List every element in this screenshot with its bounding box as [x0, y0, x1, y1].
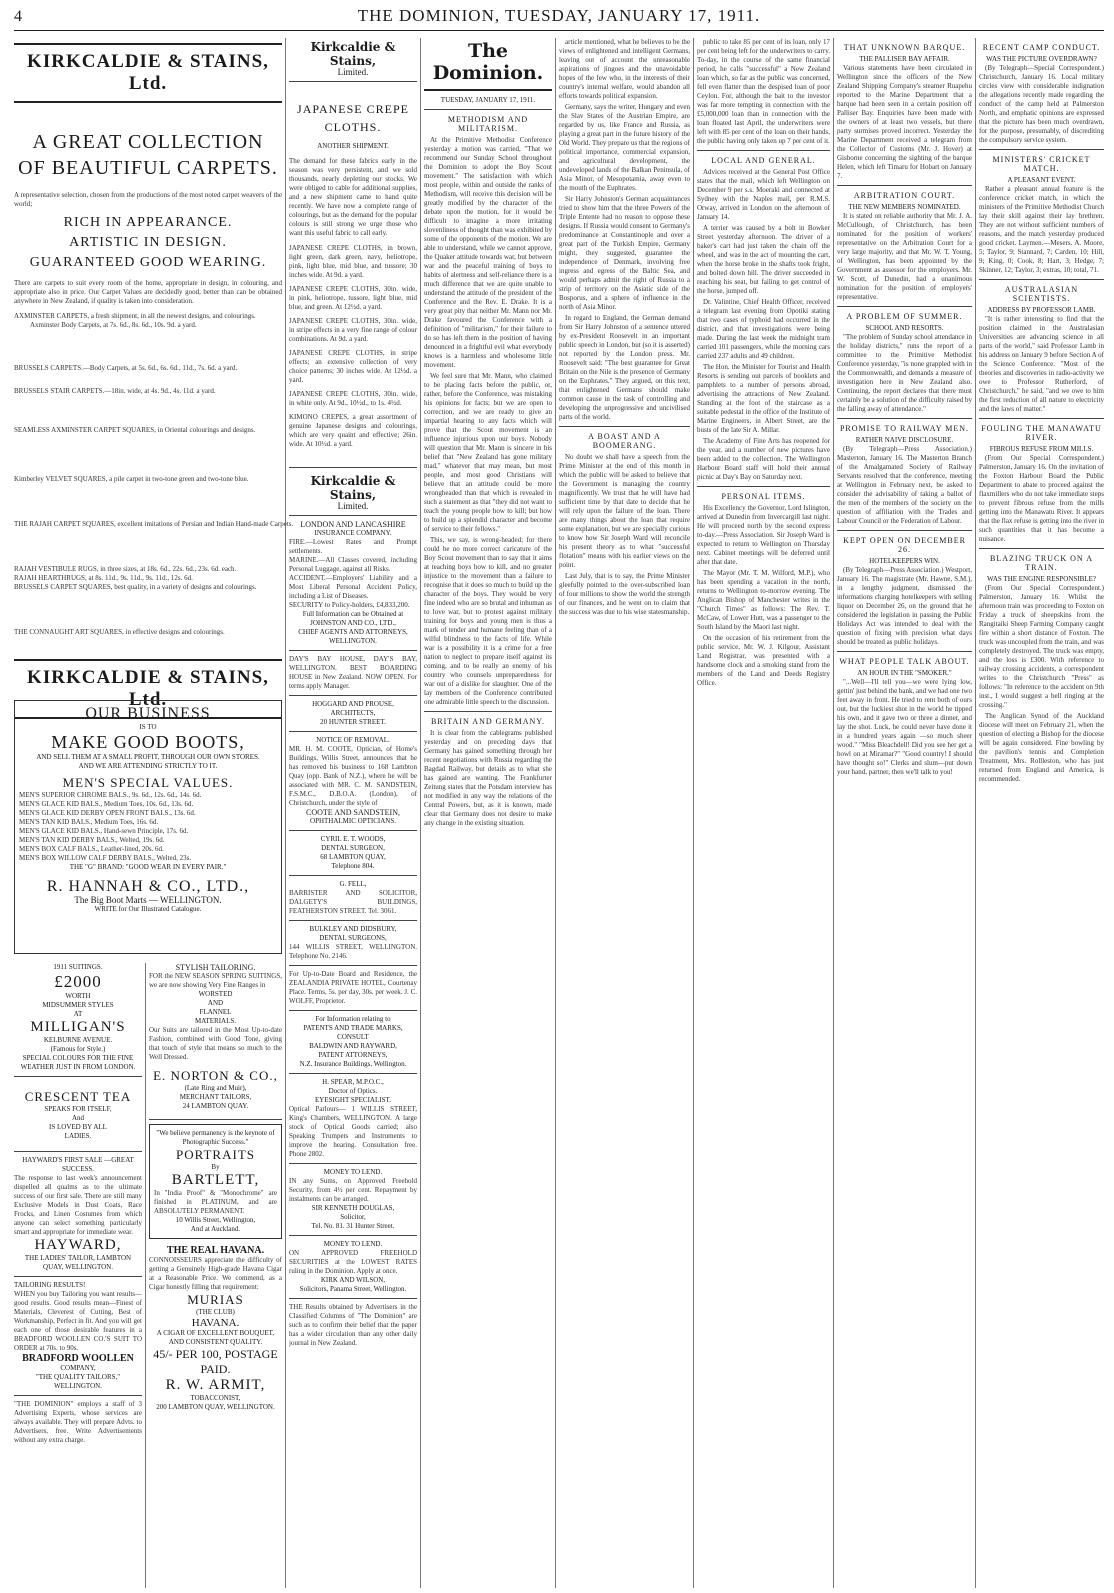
news-column-e — [979, 38, 1104, 1588]
article-para: Sir Harry Johnston's German acquaintances tried to show him that the three Powers of the Triple Entente had no reason to oppose these designs. If Russia would consent to Germany's predominance at Constantinople and over a great part of the Turkish Empire, Germany might, they suggested, guarantee the independence of Denmark, involving free ingress and egress of the Baltic Sea, and would perhaps admit the right of Russia to a strip of territory on the Asiatic side of the Bosporus, and a sphere of influence in the north of Asia Minor. — [559, 195, 690, 311]
section-subheading: A PLEASANT EVENT. — [1007, 176, 1076, 184]
bradford-co: COMPANY, — [60, 1364, 96, 1372]
bartlett-body: In "India Proof" & "Monochrome" are finished in PLATINUM, and are ABSOLUTELY PERMANENT. — [154, 1189, 277, 1215]
section-heading: WHAT PEOPLE TALK ABOUT. — [839, 657, 970, 666]
ks-tagline-1: RICH IN APPEARANCE. — [63, 215, 233, 230]
boast-heading: A BOAST AND A BOOMERANG. — [588, 432, 661, 450]
hayward-sale: HAYWARD'S FIRST SALE —GREAT SUCCESS. — [22, 1156, 134, 1173]
editorial-column — [424, 38, 552, 1588]
insurance-name: LONDON AND LANCASHIRE — [300, 520, 406, 529]
hannah-line: MEN'S SUPERIOR CHROME BALS., 9s. 6d., 12s. 6d., 14s. 6d. — [19, 791, 202, 799]
hayward-body: The response to last week's announcement dispelled all qualms as to the ultimate success of our first sale. There are still many Exclusive Models in Dust Coats, Race Frocks, and Linen Costumes from which anyone can select something particularly smart and appropriate for immediate wear. — [14, 1174, 142, 1236]
norton-late: (Late Ring and Muir), — [184, 1084, 247, 1092]
news-column-b — [559, 38, 690, 1588]
money-addr: Tel. No. 81. 31 Hunter Street. — [311, 1222, 395, 1230]
bulkley-addr: 144 WILLIS STREET, WELLINGTON. Telephone No. 2146. — [289, 943, 417, 960]
article-para: (By Telegraph—Special Correspondent.) Christchurch, January 16. Local military circles view with considerable indignation the allegations recently made regarding the conduct of the camp held at Palmerston North, and emphatic opinions are expressed that the picture has been much overdrawn, for the purpose, presumably, of discrediting the compulsory service system. — [979, 64, 1104, 144]
article-para: Various statements have been circulated in Wellington since the officers of the New Zealand Shipping Company's steamer Ruapehu reported to the Marine Department that a barque had been seen in a certain position off Palliser Bay. Enquiries have been made with the owners of at least two vessels, but there party surmises proved incorrect. Yesterday the Marine Department received a telegram from the Collector of Customs (Mr. J. Hover) at Gisborne concerning the sighting of the barque Helen, which left Timaru for Hobart on January 7. — [837, 64, 972, 180]
section-subheading: THE PALLISER BAY AFFAIR. — [859, 55, 950, 63]
havana-desc: A CIGAR OF EXCELLENT BOUQUET, AND CONSISTENT QUALITY. — [156, 1329, 275, 1346]
left-subcolumn — [14, 963, 142, 1588]
local-general-heading: LOCAL AND GENERAL. — [711, 156, 816, 165]
ks-item: BRUSSELS CARPETS.—Body Carpets, at 5s. 6d., 6s. 6d., 11d., 7s. 6d. a yard. — [14, 364, 238, 372]
spear-body: Optical Parlours— 1 WILLIS STREET, King's Chambers, WELLINGTON. A large stock of Optical Goods carried; also Speaking Trumpets and Instruments to improve the hearing. Consultation free. Phone 2802. — [289, 1105, 417, 1158]
bartlett-name: BARTLETT, — [171, 1172, 260, 1188]
norton-m: MATERIALS. — [194, 1017, 237, 1025]
section-subheading: FIBROUS REFUSE FROM MILLS. — [989, 445, 1094, 453]
bradford-name: BRADFORD WOOLLEN — [22, 1353, 134, 1364]
column-rule — [975, 38, 976, 1588]
ks2-head: JAPANESE CREPE CLOTHS. — [297, 102, 409, 134]
havana-head: THE REAL HAVANA. — [166, 1245, 265, 1256]
column-rule — [285, 38, 286, 1588]
ks2-item: JAPANESE CREPE CLOTHS, in brown, light green, dark green, navy, heliotrope, pink, light blue, mid blue, and tussore; 30 inches wide. At 9d. a yard. — [289, 244, 417, 279]
section-heading: PROMISE TO RAILWAY MEN. — [839, 424, 970, 433]
ks-item: THE CONNAUGHT ART SQUARES, in effective designs and colourings. — [14, 628, 225, 636]
bartlett-p: PORTRAITS — [175, 1147, 255, 1162]
article-para: (From Our Special Correspondent.) Palmerston, January 16. On the invitation of the Foxton Harbour Board the Public Department to abate to proceed against the flaxmillers who do not take immediate steps to prevent fibrous refuse from the mills getting into the Manawatu River. It appears that the flax refuse is getting into the river in such quantities that it has become a nuisance. — [979, 454, 1104, 543]
column-rule — [555, 38, 556, 1588]
ks-header: KIRKCALDIE & STAINS, Ltd. — [27, 51, 269, 94]
norton-w: WORSTED — [198, 990, 233, 998]
ks-item: SEAMLESS AXMINSTER CARPET SQUARES, in Oriental colourings and designs. — [14, 426, 256, 434]
hoggard-addr: 20 HUNTER STREET. — [320, 718, 386, 726]
hannah-line: MEN'S TAN KID DERBY BALS., Welted, 19s. 6d. — [19, 836, 165, 844]
editorial-heading-1: METHODISM AND MILITARISM. — [447, 115, 529, 133]
ks-item: BRUSSELS CARPET SQUARES, best quality, in a variety of designs and colourings. — [14, 583, 257, 591]
money-head: MONEY TO LEND. — [323, 1168, 383, 1176]
milligan-styles: MIDSUMMER STYLES — [42, 1001, 114, 1009]
section-subheading: RATHER NAIVE DISCLOSURE. — [855, 436, 954, 444]
havana-addr: 200 LAMBTON QUAY, WELLINGTON. — [156, 1403, 275, 1411]
havana-firm: R. W. ARMIT, — [165, 1377, 266, 1393]
masthead — [14, 6, 1104, 31]
hannah-l1: OUR BUSINESS — [85, 705, 211, 722]
hannah-line: MEN'S GLACE KID BALS., Hand-sewn Principle, 17s. 6d. — [19, 827, 189, 835]
havana-tob: TOBACCONIST, — [190, 1394, 241, 1402]
ks-headline-1: A GREAT COLLECTION — [32, 131, 264, 153]
spear-name: H. SPEAR, M.P.O.C., — [322, 1078, 384, 1086]
ks-footer-name: KIRKCALDIE & STAINS, Ltd. — [27, 667, 269, 710]
milligan-price: £2000 — [54, 972, 102, 991]
milligan-worth: WORTH — [65, 992, 91, 1000]
ks2-name: Kirkcaldie & Stains, — [310, 40, 396, 68]
norton-name: E. NORTON & CO., — [153, 1068, 278, 1083]
ks-item: THE RAJAH CARPET SQUARES, excellent imitations of Persian and Indian Hand-made Carpets. — [14, 520, 294, 528]
woods-tel: Telephone 804. — [331, 862, 375, 870]
ks-item: RAJAH VESTIBULE RUGS, in three sizes, at 18s. 6d., 22s. 6d., 23s. 6d. each. — [14, 565, 237, 573]
havana-hav: HAVANA. — [191, 1317, 240, 1329]
column-rule — [693, 38, 694, 1588]
hannah-l4: AND SELL THEM AT A SMALL PROFIT, THROUGH OUR OWN STORES. — [36, 753, 260, 761]
insurance-line: SECURITY to Policy-holders, £4,833,200. — [289, 601, 410, 609]
column-rule — [833, 38, 834, 1588]
patents-sub: PATENT ATTORNEYS, — [318, 1051, 388, 1059]
money-sub: Solicitor, — [340, 1213, 366, 1221]
insurance-line: ACCIDENT.—Employers' Liability and a Most Liberal Personal Accident Policy, including a List of Diseases. — [289, 574, 417, 600]
bartlett-ad — [149, 1124, 282, 1239]
norton-addr: 24 LAMBTON QUAY. — [182, 1102, 249, 1110]
dominion-staff-note: "THE DOMINION" employs a staff of 3 Advertising Experts, whose services are always available. They will prepare Advts. to Advertisers, free. Write Advertisements without any extra charge. — [14, 1400, 142, 1444]
ks-body: There are carpets to suit every room of the home, appropriate in design, in colouring, and appropriate also in price. Our Carpet Values are decidedly good, better than can be obtained anywhere in New Zealand, if quality is taken into consideration. — [14, 279, 282, 305]
hannah-line: MEN'S BOX WILLOW CALF DERBY BALS., Welted, 23s. — [19, 854, 192, 862]
section-subheading: WAS THE ENGINE RESPONSIBLE? — [987, 575, 1096, 583]
ks-intro: A representative selection, chosen from the productions of the most noted carpet weavers of the world; — [14, 191, 282, 208]
ks-item: AXMINSTER CARPETS, a fresh shipment, in all the newest designs, and colourings. — [14, 312, 256, 320]
bulkley-name: BULKLEY AND DIDSBURY, — [309, 925, 397, 933]
havana-price: 45/- PER 100, POSTAGE PAID. — [153, 1347, 278, 1376]
ks-item: BRUSSELS STAIR CARPETS.—18in. wide, at 4s. 9d., 4s. 11d. a yard. — [14, 387, 216, 395]
milligan-at: AT — [73, 1010, 83, 1018]
section-heading: RECENT CAMP CONDUCT. — [982, 43, 1101, 52]
ks-footer — [14, 654, 282, 710]
milligan-addr: KELBURNE AVENUE. — [43, 1036, 113, 1044]
ks-headline-2: OF BEAUTIFUL CARPETS. — [18, 157, 278, 179]
personal-items-heading: PERSONAL ITEMS. — [721, 492, 806, 501]
spear-sub: Doctor of Optics. — [328, 1087, 378, 1095]
ks2-item: JAPANESE CREPE CLOTHS, in stripe effects; an extensive collection of very choice patterns; 30 inches wide. At 12½d. a yard. — [289, 349, 417, 384]
editorial-date: TUESDAY, JANUARY 17, 1911. — [440, 96, 536, 104]
article-para: A terrier was caused by a bolt in Bowker Street yesterday afternoon. The driver of a baker's cart had just taken the chain off the wheel, and was in the act of mounting the cart, when the horse broke in the shafts took fright, and bolted down hill. The driver succeeded in reaching his seat, but failing to get control of the horse, jumped off. — [697, 224, 830, 295]
section-subheading: WAS THE PICTURE OVERDRAWN? — [986, 55, 1097, 63]
hannah-line: MEN'S GLACE KID DERBY OPEN FRONT BALS., 13s. 6d. — [19, 809, 196, 817]
bartlett-by: By — [211, 1163, 220, 1171]
ks-item: RAJAH HEARTHRUGS, at 8s. 11d., 9s. 11d., 9s. 11d., 12s. 6d. — [14, 574, 193, 582]
article-para: On the occasion of his retirement from the public service, Mr. W. J. Kilgour, Assistant Land Registrar, was presented with a handsome clock and a smoking stand from the members of the Land and Deeds Registry Office. — [697, 634, 830, 687]
hayward-name: HAYWARD, — [34, 1237, 122, 1253]
money-name: SIR KENNETH DOUGLAS, — [311, 1204, 395, 1212]
norton-a: AND — [207, 999, 224, 1007]
woods-name: CYRIL E. T. WOODS, — [320, 835, 386, 843]
woods-sub: DENTAL SURGEON, — [321, 844, 385, 852]
editorial-para: It is clear from the cablegrams published yesterday and on preceding days that Germany has gained something through her recent negotiations with Russia regarding the Bagdad Railway, but details as to what she has gained are wanting. The Frankfurter Zeitung states that the Potsdam interview has not modified in any way the relations of the Central Powers, but, as it is known, made clear that Germany does not desire to make any change in the existing situation. — [424, 729, 552, 827]
woods-addr: 68 LAMBTON QUAY, — [320, 853, 386, 861]
hayward-sub: THE LADIES' TAILOR, LAMBTON QUAY, WELLINGTON. — [24, 1254, 132, 1271]
ks-item-list — [14, 312, 294, 637]
ks2-ltd: Limited. — [337, 67, 369, 77]
removal-head: NOTICE OF REMOVAL. — [316, 736, 390, 744]
section-heading: AUSTRALASIAN SCIENTISTS. — [1004, 285, 1079, 303]
bradford-body: WHEN you buy Tailoring you want results—good results. Good results mean—Finest of Materials, Cleverest of Cutting, Best of Workmanship, Perfect in fit. And you will get each one of those desirable features in a BRADFORD WOOLLEN CO.'S SUIT TO ORDER at 70s. to 90s. — [14, 1290, 142, 1352]
ks2-item: JAPANESE CREPE CLOTHS, 30in. wide, in pink, heliotrope, tussore, light blue, mid blue, and green. At 12½d. a yard. — [289, 285, 417, 311]
ks2-name2: Kirkcaldie & Stains, — [310, 474, 396, 502]
ks-tagline-3: GUARANTEED GOOD WEARING. — [29, 255, 267, 270]
insurance-sub: INSURANCE COMPANY. — [314, 529, 392, 537]
article-para: (From Our Special Correspondent.) Palmerston, January 16. Whilst the afternoon train was proceeding to Foxton on Friday a truck of sheepskins from the Rangitaiki Sheep Farming Company caught fire within a short distance of Foxton. The truck was uncoupled from the train, and was completely destroyed. The truck was empty, and the loss is £300. With reference to railway crossing accidents, a correspondent writes to the Christchurch "Press" as follows: "In reference to the accident on 9th inst., I would suggest a bell ringing at the crossing." — [979, 584, 1104, 709]
patents-head: For Information relating to — [315, 1015, 391, 1023]
bartlett-studio: 10 Willis Street, Wellington, — [175, 1216, 256, 1224]
insurance-agents: JOHNSTON AND CO., LTD., — [310, 619, 396, 627]
patents-firm: BALDWIN AND RAYWARD, — [309, 1042, 397, 1050]
insurance-info: Full Information can be Obtained at — [302, 610, 404, 618]
article-para: Germany, says the writer, Hungary and even the Slav States of the Austrian Empire, are regarded by us, like France and Russia, as playing a great part in the future history of the Old World. They prepare us that the regions of political importance, commercial expansion, and agricultural development, the undeveloped lands of the Balkan Peninsula, of Asia Minor, of Mesopotamia, away even to the mouth of the Euphrates. — [559, 103, 690, 192]
havana-body: CONNOISSEURS appreciate the difficulty of getting a Genuinely High-grade Havana Cigar at a Reasonable Price. We commend, as a Cigar honestly filling that requirement: — [149, 1256, 282, 1291]
milligan-fame: (Famous for Style.) — [50, 1045, 106, 1053]
article-para: Dr. Valintine, Chief Health Officer, received a telegram last evening from Opotiki stating that two cases of typhoid had occurred in the district, and that investigations were being made. During the last week the midnight tram carried 101 passengers, while the morning cars carried 237 adults and 49 children. — [697, 298, 830, 360]
tea-c: IS LOVED BY ALL — [49, 1123, 107, 1131]
page-number: 4 — [14, 8, 22, 25]
section-heading: MINISTERS' CRICKET MATCH. — [992, 155, 1091, 173]
hannah-line: MEN'S TAN KID BALS., Medium Toes, 16s. 6d. — [19, 818, 159, 826]
masthead-title: THE DOMINION, TUESDAY, JANUARY 17, 1911. — [357, 6, 761, 25]
norton-body: FOR the NEW SEASON SPRING SUITINGS, we are now showing Very Fine Ranges in — [149, 972, 282, 989]
removal-firm: COOTE AND SANDSTEIN, — [306, 808, 400, 817]
article-para: article mentioned, what he believes to be the views of enlightened and intelligent Germans, leaving out of account the unreasonable aspirations of jingoes and the unavoidable hopes of the few who, in the interests of their country's internal welfare, would abandon all efforts towards political expansion. — [559, 38, 690, 100]
news-column-c — [697, 38, 830, 1588]
article-para: The Academy of Fine Arts has reopened for the year, and a number of new pictures have been added to the collection. The Wellington Harbour Board staff will hold their annual picnic at Day's Bay on Saturday next. — [697, 437, 830, 481]
hannah-place: The Big Boot Marts — WELLINGTON. — [74, 895, 222, 905]
section-heading: FOULING THE MANAWATU RIVER. — [981, 424, 1102, 442]
editorial-para: This, we say, is wrong-headed; for there could be no more correct caricature of the Boy Scout movement than to say that it aims at teaching boys how to kill, and no greater injustice to the movement than a failure to recognise that it does so much to build up the character of the boys. They would be very fine indeed who are so brutal and inhuman as to love war, but to protest against military training for boys and young men is thus a mark of tender and humane feeling than of a wilful blindness to the facts of life. While war is a possibility it is a crime for a free nation to neglect to prepare itself against its coming, and to be really an enemy of his country who counsels unpreparedness for war out of a dislike for slaughter. One of the lay members of the Conference contributed one admirable little speech to the discussion. — [424, 536, 552, 706]
norton-head: STYLISH TAILORING. — [175, 963, 256, 972]
article-para: The Mayor (Mr. T. M. Wilford, M.P.), who has been spending a vacation in the north, returns to Wellington to-morrow evening. The Anglican Bishop of Manchester writes in the "Church Times" as follows: The Rev. T. McCaw, of Lower Hutt, was a passenger to the South Island by the Maori last night. — [697, 569, 830, 631]
section-subheading: SCHOOL AND RESORTS. — [865, 324, 944, 332]
ks-item: Kimberley VELVET SQUARES, a pile carpet in two-tone green and two-tone blue. — [14, 475, 249, 483]
bradford-slogan: "THE QUALITY TAILORS," — [35, 1373, 121, 1381]
milligan-year: 1911 SUITINGS. — [53, 963, 103, 971]
section-subheading: THE NEW MEMBERS NOMINATED. — [848, 203, 961, 211]
insurance-line: FIRE.—Lowest Rates and Prompt settlements. — [289, 538, 417, 555]
news-column-d — [837, 38, 972, 1588]
tea-a: SPEAKS FOR ITSELF, — [44, 1105, 112, 1113]
hannah-firm: R. HANNAH & CO., LTD., — [46, 878, 250, 895]
column-rule — [145, 963, 146, 1588]
patents-addr: N.Z. Insurance Buildings, Wellington. — [299, 1060, 407, 1068]
section-heading: THAT UNKNOWN BARQUE. — [843, 43, 966, 52]
money2-body: ON APPROVED FREEHOLD SECURITIES at the LOWEST RATES ruling in the Dominion. Apply at once. — [289, 1249, 417, 1275]
article-para: Rather a pleasant annual feature is the conference cricket match, in which the ministers of the Primitive Methodist Church lay their skill against their lay brethren. They are not without sufficient numbers of reasons, and the match yesterday produced good cricket. Laymen.—Mesers. A. Moore, 5; Taylor, 9; Stannard, 7; Carden, 10; Hill, 9; King, 0; Cook, 8; Hart, 3; Hedge, 7; Skinner, 12; Taylor, 3; extras, 10; total, 71. — [979, 185, 1104, 274]
ks-item: Axminster Body Carpets, at 7s. 6d., 8s. 6d., 10s. 9d. a yard. — [30, 321, 197, 329]
section-heading: BLAZING TRUCK ON A TRAIN. — [990, 554, 1093, 572]
fell-body: BARRISTER AND SOLICITOR, DALGETY'S BUILDINGS, FEATHERSTON STREET. Tel. 3061. — [289, 889, 417, 915]
article-para: Last July, that is to say, the Prime Minister gleefully pointed to the over-subscribed loan of four millions to show the world the strength of our finances, and he went on to claim that the success was due to his wise statesmanship. — [559, 572, 690, 616]
hoggard-sub: ARCHITECTS, — [330, 709, 376, 717]
editorial-para: We feel sure that Mr. Mann, who claimed to be placing facts before the public, or, rather, before the Conference, was mistaking his opinions for facts; but we are open to correction, and we are ready to give an impartial hearing to any facts which will prove that the Scout movement is an influence injurious upon our boys. Nobody will question that Mr. Mann is sincere in his belief that "New Zealand has gone military mad," whatever that may mean, but most people, and most good Christians will believe that an attitude could be more wrongheaded than that which is revealed in such a statement as that "they did not want to teach the young people how to kill; but how to build up a splendid character and become of service to their fellows." — [424, 372, 552, 533]
ks2-body: The demand for these fabrics early in the season was very persistent, and we sold thousands, nearly depleting our stocks. We were obliged to cable for additional supplies, and a new shipment came to hand quite recently. We have now a complete range of colourings, but as the demand for the popular colours is still strong we urge those who want this useful fabric to call early. — [289, 157, 417, 237]
bartlett-q: "We believe permanency is the keynote of Photographic Success." — [156, 1129, 275, 1146]
tea-d: LADIES. — [64, 1132, 92, 1140]
section-heading: KEPT OPEN ON DECEMBER 26. — [843, 536, 966, 554]
article-para: (By Telegraph—Press Association.) Masterton, January 16. The Masterton Branch of the Amalgamated Society of Railway Servants resolved that the conference, meeting at Wellington in February next, be asked to consider the advisability of taking a ballot of the men of the members of the society on the question of affiliation with the Trades and Labour Council or the Federation of Labour. — [837, 445, 972, 525]
removal-body: MR. H. M. COOTE, Optician, of Home's Buildings, Willis Street, announces that he has removed his business to 168 Lambton Quay (opp. Bank of N.Z.), where he will be associated with MR. C. M. SANDSTEIN, F.S.M.C., D.B.O.A. (London), of Christchurch, under the style of — [289, 745, 417, 807]
results-note: THE Results obtained by Advertisers in the Classified Columns of "The Dominion" are such as to confirm their belief that the paper has a wider circulation than any other daily journal in New Zealand. — [289, 1303, 417, 1347]
bradford-tail: TAILORING RESULTS! — [14, 1281, 86, 1289]
article-para: "...Well—I'll tell you—we were lying low, gettin' just behind the bank, and we had one two feet away in front. He tried to rent both of ours out, but the luckiest shot in the world he tipped his own, and it gave two or three a dinner, and lay the shot. Luck, he could never have done it in a hundred years again —so much sheer wood." "Miss Bleachdell! Did you see her get a bowl on at Miramar?" "Good country! I should have thought so!" Clerks and slum—put down your hand, partner, then we'll talk to you! — [837, 678, 973, 776]
hannah-values: MEN'S SPECIAL VALUES. — [62, 775, 234, 790]
ks2-ltd2: Limited. — [337, 501, 369, 511]
article-para: No doubt we shall have a speech from the Prime Minister at the end of this month in which the public will be asked to believe that the Government is managing the country magnificently. We trust that he will have had sufficient time by that date to decide that he will rely upon the failure of the loan. There are many things about the loan that require some explanation, but we are specially curious to know how Sir Joseph Ward will reconcile his present theory as to what "successful flotation" means with his earlier views on the point. — [559, 453, 690, 569]
bulkley-sub: DENTAL SURGEONS, — [319, 934, 387, 942]
article-para: His Excellency the Governor, Lord Islington, arrived at Dunedin from Invercargill last night. He will proceed north by the second express to-day.—Press Association. Sir Joseph Ward is expected to return to Wellington on Thursday next. Cabinet meetings will be deferred until after that date. — [697, 504, 830, 566]
article-para: The Hon. the Minister for Tourist and Health Resorts is sending out parcels of booklets and pamphlets to a number of persons abroad, advertising the attractions of New Zealand. Standing at the foot of the staircase as a suitable pedestal in the office of the Institute of Marine Engineers, in Albert Street, are the busts of the late Sir A. Millar. — [697, 363, 830, 434]
money-body: IN any Sums, on Approved Freehold Security, from 4½ per cent. Repayment by instalments can be arranged. — [289, 1177, 417, 1203]
norton-mt: MERCHANT TAILORS, — [179, 1093, 252, 1101]
fell-name: G. FELL, — [339, 880, 367, 888]
hoggard-name: HOGGARD AND PROUSE, — [312, 700, 394, 708]
patents-pat: PATENTS AND TRADE MARKS, — [303, 1024, 403, 1032]
norton-f: FLANNEL — [199, 1008, 232, 1016]
hannah-l2: IS TO — [139, 723, 157, 731]
section-subheading: AN HOUR IN THE "SMOKER." — [857, 669, 952, 677]
dominion-logo: The Dominion. — [432, 40, 544, 84]
ks2-item: KIMONO CREPES, a great assortment of genuine Japanese designs and colourings, which are very quaint and effective; 26in. wide. At 10½d. a yard. — [289, 413, 417, 448]
patents-consult: CONSULT — [337, 1033, 369, 1041]
ks2-item: JAPANESE CREPE CLOTHS, 30in. wide, in white only. At 9d., 10½d., to 1s. 4½d. — [289, 390, 417, 407]
money2-sub: Solicitors, Panama Street, Wellington. — [299, 1285, 407, 1293]
editorial-heading-2: BRITAIN AND GERMANY. — [430, 717, 546, 726]
ks-tagline-2: ARTISTIC IN DESIGN. — [69, 235, 227, 250]
ks2-ship: ANOTHER SHIPMENT. — [317, 142, 389, 150]
section-subheading: ADDRESS BY PROFESSOR LAMB. — [987, 306, 1096, 314]
hannah-line: MEN'S GLACE KID BALS., Medium Toes, 10s. 6d., 13s. 6d. — [19, 800, 194, 808]
insurance-chief: CHIEF AGENTS AND ATTORNEYS, WELLINGTON. — [298, 628, 408, 645]
hotel-ad: For Up-to-Date Board and Residence, the ZEALANDIA PRIVATE HOTEL, Courtenay Place. Terms, 5s. per day, 30s. per week. J. C. WOLFF, Proprietor. — [289, 970, 417, 1005]
spear-eye: EYESIGHT SPECIALIST. — [315, 1096, 391, 1104]
havana-club: (THE CLUB) — [196, 1308, 235, 1316]
article-para: "It is rather interesting to find that the position claimed in the Australasian Universities are advancing science in all parts of the world," said Professor Lamb in his address on January 9 before Section A of the Science Conference. "Most of the theories and discoveries in radio-activity we owe to Professor Rutherford, of Christchurch," he said, "and we owe to him the first reduction of all nature to electricity and the laws of matter." — [979, 315, 1104, 413]
hannah-l5: AND WE ARE ATTENDING STRICTLY TO IT. — [78, 762, 218, 770]
article-para: (By Telegraph—Press Association.) Westport, January 16. The magistrate (Mr. Hawne, S.M.), in a lengthy judgment, dismissed the informations charging hotelkeepers with selling liquor on December 26, on the ground that he considered the legislation in passing the Public Holidays Act was intended to deal with the question of fixing with precision what days should be treated as public holidays. — [837, 566, 972, 646]
article-para: In regard to England, the German demand from Sir Harry Johnston of a sentence uttered by ex-President Roosevelt in an important public speech in London, but (so it is asserted) not reported by the London press. Mr. Roosevelt said: "The best guarantee for Great Britain on the Nile is the presence of Germany on the Euphrates." They argued, on this text, that enlightened Germans should make common cause in the task of controlling and developing the unprogressive and uncivilised parts of the world. — [559, 314, 690, 421]
hannah-l3: MAKE GOOD BOOTS, — [51, 732, 245, 752]
right-subcolumn — [149, 963, 282, 1588]
editorial-para: At the Primitive Methodist Conference yesterday a motion was carried, "That we recommend our Sunday School throughout the Dominion to adopt the Boy Scout movement." The satisfaction with which most people, within and outside the ranks of Methodism, will receive this decision will be greatly modified by the character of the debate upon the motion, for it would be difficult to imagine a more irritating slovenliness of thought than was exhibited by some of the opponents of the motion. We are able to understand, while we cannot approve, the Quaker attitude towards war, but between war and the peaceful training of boys to habits of alertness and self-reliance there is a much difference that we are quite unable to understand the attitude of the president of the Conference and the Rev. E. Drake. It is a very great pity that neither Mr. Mann nor Mr. Drake favoured the Conference with a definition of "militarism," for their failure to do so has left them in the position of having denounced in a frightful evil what everybody knows is a harmless and wholesome little movement. — [424, 136, 552, 369]
ks-carpets-ad — [14, 38, 294, 663]
norton-txt: Our Suits are tailored in the Most Up-to-date Fashion, combined with Good Tone, giving that touch of style that means so much to the Well Dressed. — [149, 1026, 282, 1061]
days-bay-ad: DAY'S BAY HOUSE, DAY'S BAY, WELLINGTON. BEST BOARDING HOUSE in New Zealand. NOW OPEN. For terms apply Manager. — [289, 655, 417, 690]
section-subheading: HOTELKEEPERS WIN. — [869, 557, 940, 565]
hannah-cat: WRITE for Our Illustrated Catalogue. — [94, 905, 202, 913]
insurance-line: MARINE.—All Classes covered, including Personal Luggage, against all Risks. — [289, 556, 417, 573]
milligan-name: MILLIGAN'S — [30, 1019, 126, 1035]
tea-b: And — [71, 1114, 85, 1122]
ks2-item: JAPANESE CREPE CLOTHS, 30in. wide, in stripe effects in a very fine range of colour combinations. At 9d. a yard. — [289, 317, 417, 343]
removal-sub: OPHTHALMIC OPTICIANS. — [310, 817, 396, 825]
article-para: Advices received at the General Post Office states that the mail, which left Wellington on December 9 per s.s. Moeraki and connected at Sydney with the Naples mail, per R.M.S. Orway, arrived in London on the afternoon of January 14. — [697, 168, 830, 221]
bradford-city: WELLINGTON. — [54, 1382, 102, 1390]
hannah-line: MEN'S BOX CALF BALS., Leather-lined, 20s. 6d. — [19, 845, 164, 853]
hannah-boots-ad — [14, 700, 282, 958]
bartlett-also: And at Auckland. — [190, 1225, 241, 1233]
section-heading: A PROBLEM OF SUMMER. — [846, 312, 963, 321]
money2-head: MONEY TO LEND. — [323, 1240, 383, 1248]
tea-name: CRESCENT TEA — [24, 1089, 132, 1104]
article-para: "The problem of Sunday school attendance in the holiday districts," runs the report of a committee to the Primitive Methodist Conference yesterday, "is none grappled with in the Commonwealth, and demands a measure of investigation here in New Zealand also. Continuing, the report declares that there must certainly be a solution of the difficulty raised by the falling away of attendance." — [837, 333, 972, 413]
article-para: The Anglican Synod of the Auckland diocese will meet on February 21, when the question of electing a Bishop for the diocese will be again considered. Fine bowling by the pavilion's tennis and Completion Treatment, Mrs. Rollleston, who has just returned from England and America, is recommended. — [979, 712, 1104, 783]
milligan-special: SPECIAL COLOURS FOR THE FINE WEATHER JUST IN FROM LONDON. — [20, 1054, 136, 1071]
hannah-brand: THE "G" BRAND: "GOOD WEAR IN EVERY PAIR." — [69, 863, 227, 871]
column-rule — [420, 38, 421, 1588]
article-para: It is stated on reliable authority that Mr. J. A. McCullough, of Christchurch, has been nominated for the position of workers' representative on the Arbitration Court for a very large majority, and that Mr. W. T. Young, of Wellington, has been appointed by the Government as assessor for the employers. Mr. W. Scott, of Dunedin, had a unanimous nomination for the position of employers' representative. — [837, 212, 972, 301]
havana-name: MURIAS — [187, 1292, 244, 1307]
money2-name: KIRK AND WILSON, — [320, 1276, 386, 1284]
article-para: public to take 85 per cent of its loan, only 17 per cent being left for the underwriters to carry. To-day, in the course of the same financial period, he calls "successful" a New Zealand loan which, so far as the public was concerned, fell even flatter than the despised loan of poor Ceylon. For, although the bait to the investor was far more tempting in connection with the £5,000,000 loan than in connection with the loan floated last April, the underwriters were left with 85 per cent of the loan on their hands, the public having only taken up 7 per cent of it. — [697, 38, 830, 145]
classified-column — [289, 38, 417, 1588]
section-heading: ARBITRATION COURT. — [853, 191, 956, 200]
